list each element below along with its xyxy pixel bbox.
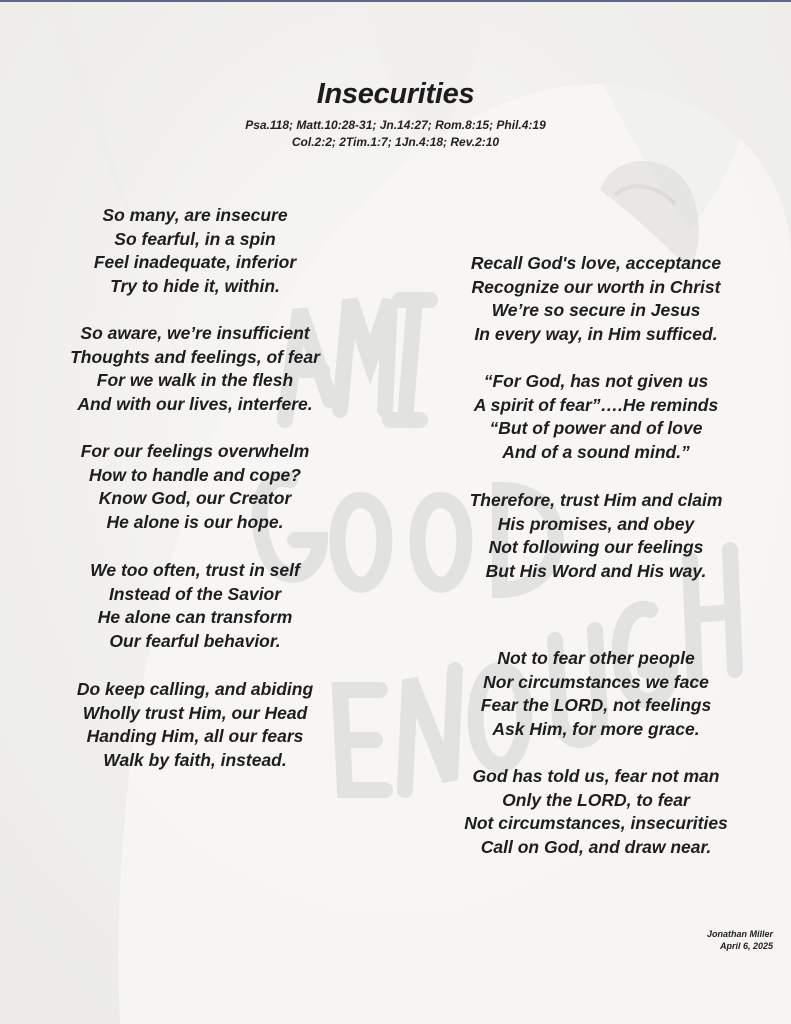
poem-line: So many, are insecure — [102, 205, 288, 225]
top-border-line — [0, 0, 791, 2]
poem-line: We too often, trust in self — [90, 560, 300, 580]
poem-line: Thoughts and feelings, of fear — [70, 346, 320, 367]
stanza — [40, 678, 350, 772]
poem-line: So aware, we’re insufficient — [80, 323, 310, 343]
poem-line: Try to hide it, within. — [110, 275, 280, 296]
stanza — [440, 252, 752, 346]
poem-line: Not to fear other people — [497, 648, 695, 668]
poem-line: Ask Him, for more grace. — [492, 718, 700, 739]
poem-line: And of a sound mind.” — [502, 441, 690, 462]
stanza — [40, 440, 350, 534]
poem-line: Recall God's love, acceptance — [470, 253, 722, 273]
stanza — [440, 765, 752, 859]
poem-line: Fear the LORD, not feelings — [480, 695, 712, 716]
poem-line: His promises, and obey — [497, 513, 695, 534]
stanza — [40, 559, 350, 653]
poem-line: God has told us, fear not man — [472, 766, 720, 786]
poem-line: But His Word and His way. — [485, 560, 707, 581]
poem-line: Not following our feelings — [488, 537, 704, 558]
poem-line: “For God, has not given us — [483, 371, 709, 391]
poem-line: A spirit of fear”….He reminds — [473, 394, 719, 415]
poem-line: Do keep calling, and abiding — [76, 679, 314, 699]
poem-line: Feel inadequate, inferior — [93, 252, 297, 273]
stanza — [440, 647, 752, 741]
poem-date: April 6, 2025 — [719, 941, 773, 951]
poem-line: Recognize our worth in Christ — [471, 276, 721, 297]
poem-line: “But of power and of love — [489, 418, 703, 439]
poem-line: Not circumstances, insecurities — [464, 813, 728, 834]
poem-line: Know God, our Creator — [98, 488, 292, 509]
poem-line: Nor circumstances we face — [483, 671, 709, 692]
poem-line: Only the LORD, to fear — [502, 789, 690, 810]
poem-line: For we walk in the flesh — [96, 370, 294, 391]
poem-line: Wholly trust Him, our Head — [82, 702, 308, 723]
poem-line: Instead of the Savior — [108, 583, 282, 604]
poem-line: So fearful, in a spin — [114, 228, 276, 249]
poem-line: Handing Him, all our fears — [86, 726, 304, 747]
poem-line: And with our lives, interfere. — [77, 393, 313, 414]
poem-line: For our feelings overwhelm — [80, 441, 310, 461]
scripture-references-line-2: Col.2:2; 2Tim.1:7; 1Jn.4:18; Rev.2:10 — [291, 135, 500, 149]
stanza — [40, 322, 350, 416]
stanza — [440, 489, 752, 583]
poem-title: Insecurities — [316, 78, 475, 110]
poem-line: He alone can transform — [97, 607, 293, 628]
poem-line: Our fearful behavior. — [109, 630, 281, 651]
poem-line: How to handle and cope? — [89, 464, 301, 485]
poem-line: We’re so secure in Jesus — [491, 300, 701, 321]
scripture-references-line-1: Psa.118; Matt.10:28-31; Jn.14:27; Rom.8:15; Phil.4:19 — [245, 118, 546, 132]
poem-line: Walk by faith, instead. — [103, 749, 287, 770]
stanza — [440, 370, 752, 464]
poem-line: He alone is our hope. — [106, 511, 284, 532]
author-name: Jonathan Miller — [706, 929, 773, 939]
poem-line: Call on God, and draw near. — [480, 836, 712, 857]
poem-line: Therefore, trust Him and claim — [469, 490, 723, 510]
stanza — [40, 204, 350, 298]
poem-line: In every way, in Him sufficed. — [474, 323, 718, 344]
